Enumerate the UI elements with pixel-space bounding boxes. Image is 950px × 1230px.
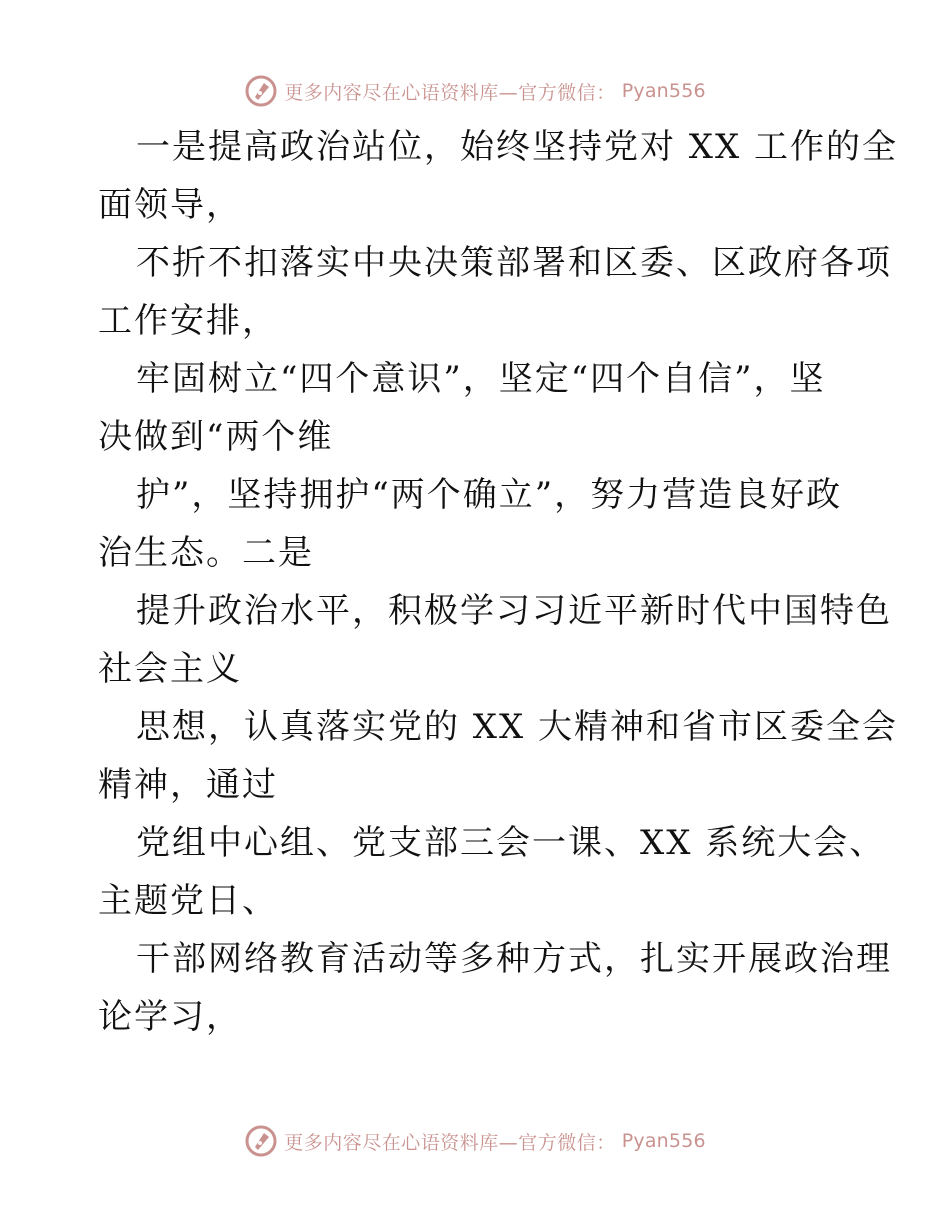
paragraph [98, 466, 858, 582]
footer-watermark [0, 1124, 950, 1158]
paragraph-line: 论学习， [98, 997, 242, 1037]
paragraph [98, 350, 858, 466]
document-body [98, 118, 899, 1046]
paragraph [98, 118, 899, 234]
watermark-wechat-id: Pyan556 [621, 1130, 706, 1152]
paragraph-line: 提升政治水平，积极学习习近平新时代中国特色 [136, 591, 892, 631]
paragraph-line: 干部网络教育活动等多种方式，扎实开展政治理 [136, 939, 892, 979]
paragraph [98, 930, 892, 1046]
paragraph-line: 精神，通过 [98, 765, 278, 805]
header-watermark [0, 74, 950, 108]
pen-nib-seal-icon [244, 1124, 278, 1158]
paragraph-line: 决做到“两个维 [98, 417, 334, 457]
paragraph-line: 思想，认真落实党的 XX 大精神和省市区委全会 [136, 707, 899, 747]
paragraph-line: 一是提高政治站位，始终坚持党对 XX 工作的全 [136, 127, 899, 167]
paragraph [98, 582, 892, 698]
paragraph-line: 治生态。二是 [98, 533, 314, 573]
paragraph-line: 牢固树立“四个意识”，坚定“四个自信”，坚 [136, 359, 826, 399]
paragraph-line: 不折不扣落实中央决策部署和区委、区政府各项 [136, 243, 892, 283]
paragraph [98, 698, 899, 814]
pen-nib-seal-icon [244, 74, 278, 108]
watermark-text: 更多内容尽在心语资料库—官方微信： [284, 81, 616, 104]
paragraph [98, 814, 886, 930]
watermark-text: 更多内容尽在心语资料库—官方微信： [284, 1131, 616, 1154]
paragraph-line: 工作安排， [98, 301, 278, 341]
watermark-wechat-id: Pyan556 [621, 80, 706, 102]
paragraph-line: 社会主义 [98, 649, 242, 689]
paragraph-line: 党组中心组、党支部三会一课、XX 系统大会、 [136, 823, 886, 863]
paragraph [98, 234, 892, 350]
paragraph-line: 护”，坚持拥护“两个确立”，努力营造良好政 [136, 475, 843, 515]
paragraph-line: 主题党日、 [98, 881, 278, 921]
paragraph-line: 面领导， [98, 185, 242, 225]
